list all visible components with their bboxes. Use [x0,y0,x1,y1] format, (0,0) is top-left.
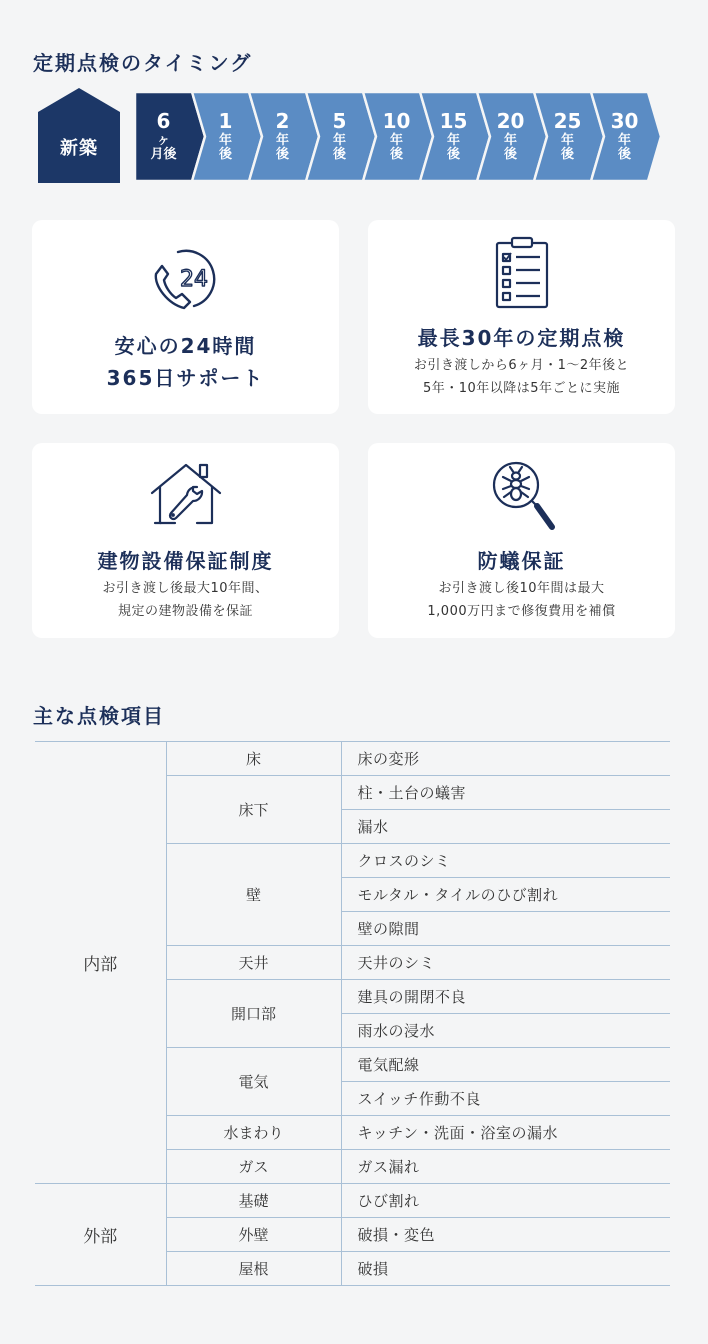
timeline-step-number: 6 [156,109,171,134]
timeline-step-unit: 年 [617,133,631,149]
timeline-step-label [428,92,479,181]
phone-24-icon [150,246,222,314]
part-cell: 水まわり [166,1116,341,1150]
house-wrench-icon [149,461,223,527]
timeline-step-unit-suffix: 後 [446,147,460,162]
timeline-step-label [371,92,422,181]
clipboard-checklist-icon [494,236,550,310]
equipment-warranty-desc-line1: お引き渡し後最大10年間、 [102,581,269,596]
part-cell: 基礎 [166,1184,341,1218]
item-cell: 壁の隙間 [341,912,670,946]
item-cell: 雨水の浸水 [341,1014,670,1048]
termite-warranty-title: 防蟻保証 [477,549,566,573]
item-cell: スイッチ作動不良 [341,1082,670,1116]
timeline-step-number: 10 [382,109,411,134]
timeline-step-number: 5 [332,109,347,134]
item-cell: 破損・変色 [341,1218,670,1252]
part-cell: 天井 [166,946,341,980]
item-cell: 柱・土台の蟻害 [341,776,670,810]
timeline-step-number: 1 [218,109,233,134]
timeline-title: 定期点検のタイミング [33,51,253,75]
timeline-step-unit-suffix: 後 [275,147,289,162]
termite-warranty-desc-line1: お引き渡し後10年間は最大 [438,581,605,596]
timeline-step-number: 15 [439,109,468,134]
timeline-step-unit: 年 [560,133,574,149]
timeline-step-unit-suffix: 後 [218,147,232,162]
item-cell: ひび割れ [341,1184,670,1218]
part-cell: 外壁 [166,1218,341,1252]
timeline-step-label [542,92,593,181]
support-title-line1: 安心の24時間 [114,334,257,358]
timeline-step-unit: 年 [275,133,289,149]
timeline-step-unit-suffix: 後 [560,147,574,162]
magnifier-termite-icon [488,459,556,535]
timeline-step-label [485,92,536,181]
timeline-step [591,92,661,181]
item-cell: 天井のシミ [341,946,670,980]
item-cell: 電気配線 [341,1048,670,1082]
item-cell: クロスのシミ [341,844,670,878]
part-cell: 壁 [166,844,341,946]
timeline-step-unit: 年 [218,133,232,149]
new-build-house [38,88,120,183]
periodic-inspection-desc-line2: 5年・10年以降は5年ごとに実施 [422,381,621,396]
part-cell: 床 [166,742,341,776]
inspection-timeline [0,0,708,200]
support-title-line2: 365日サポート [106,366,265,390]
timeline-step-label [599,92,650,181]
item-cell: モルタル・タイルのひび割れ [341,878,670,912]
timeline-step-number: 20 [496,109,525,134]
category-cell: 外部 [35,1184,166,1286]
item-cell: キッチン・洗面・浴室の漏水 [341,1116,670,1150]
equipment-warranty-desc-line2: 規定の建物設備を保証 [117,604,253,619]
inspection-items-table [35,741,670,1286]
table-row [35,1184,670,1218]
timeline-step-label [257,92,308,181]
timeline-step-unit: 年 [446,133,460,149]
timeline-step-number: 30 [610,109,639,134]
timeline-step-unit: ヶ [156,133,170,149]
table-row [35,742,670,776]
timeline-step-label [200,92,251,181]
timeline-step-unit-suffix: 後 [503,147,517,162]
periodic-inspection-title: 最長30年の定期点検 [417,326,626,350]
timeline-step-label [314,92,365,181]
item-cell: 床の変形 [341,742,670,776]
periodic-inspection-desc-line1: お引き渡しから6ヶ月・1～2年後と [413,358,630,373]
timeline-step-unit: 年 [389,133,403,149]
item-cell: 建具の開閉不良 [341,980,670,1014]
termite-warranty-card [368,443,675,638]
part-cell: 床下 [166,776,341,844]
item-cell: 漏水 [341,810,670,844]
item-cell: 破損 [341,1252,670,1286]
category-cell: 内部 [35,742,166,1184]
equipment-warranty-title: 建物設備保証制度 [97,549,274,573]
item-cell: ガス漏れ [341,1150,670,1184]
timeline-step-unit: 年 [503,133,517,149]
part-cell: ガス [166,1150,341,1184]
part-cell: 電気 [166,1048,341,1116]
timeline-step-unit-suffix: 月後 [150,147,177,162]
timeline-step-label [135,92,192,181]
svg-text:24: 24 [179,267,208,292]
part-cell: 屋根 [166,1252,341,1286]
periodic-inspection-card [368,220,675,414]
new-build-label: 新築 [60,138,98,159]
timeline-step-number: 25 [553,109,582,134]
termite-warranty-desc-line2: 1,000万円まで修復費用を補償 [427,604,616,619]
inspection-items-title: 主な点検項目 [33,704,165,728]
timeline-step-number: 2 [275,109,290,134]
timeline-step-unit-suffix: 後 [617,147,631,162]
timeline-step-unit: 年 [332,133,346,149]
timeline-step-unit-suffix: 後 [389,147,403,162]
equipment-warranty-card [32,443,339,638]
support-card [32,220,339,414]
timeline-step-unit-suffix: 後 [332,147,346,162]
part-cell: 開口部 [166,980,341,1048]
